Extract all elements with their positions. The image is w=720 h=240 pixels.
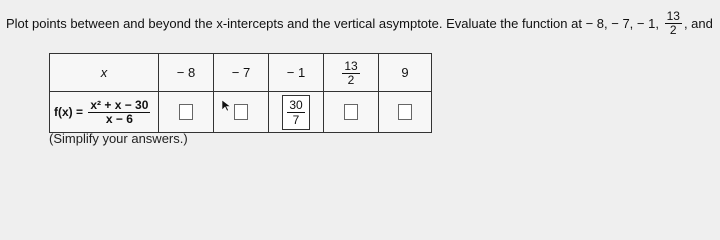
answer-input-2[interactable]	[234, 104, 248, 120]
instruction-main: Plot points between and beyond the x-intercepts and the vertical asymptote. Evaluate the function at	[6, 15, 582, 31]
x-value-4-numerator: 13	[344, 59, 358, 74]
answer-3-numerator: 30	[289, 97, 303, 112]
fx-numerator: x² + x − 30	[90, 97, 149, 112]
fx-fraction	[88, 99, 150, 125]
x-value-3: − 1	[269, 54, 324, 92]
answer-input-4[interactable]	[344, 104, 358, 120]
instruction-fraction	[665, 10, 682, 36]
instruction-values: − 8, − 7, − 1,	[585, 15, 659, 31]
fx-answer-cell-5	[379, 92, 432, 133]
x-value-4	[324, 54, 379, 92]
fx-answer-cell-1	[159, 92, 214, 133]
fx-denominator: x − 6	[105, 111, 133, 126]
x-row	[50, 54, 432, 92]
fx-formula	[50, 99, 158, 125]
answer-input-5[interactable]	[398, 104, 412, 120]
x-label: x	[50, 54, 159, 92]
answer-input-1[interactable]	[179, 104, 193, 120]
answer-3-denominator: 7	[292, 112, 300, 127]
x-value-4-denominator: 2	[347, 73, 355, 87]
fx-answer-cell-2	[214, 92, 269, 133]
mouse-cursor-icon	[222, 100, 232, 112]
x-value-2: − 7	[214, 54, 269, 92]
instruction-text	[6, 10, 713, 36]
function-table	[49, 53, 432, 133]
fx-answer-cell-3	[269, 92, 324, 133]
fx-label: f(x) =	[54, 105, 84, 119]
instruction-fraction-numerator: 13	[666, 9, 680, 23]
instruction-fraction-denominator: 2	[669, 22, 677, 37]
simplify-note: (Simplify your answers.)	[49, 131, 188, 146]
x-value-4-fraction	[342, 60, 359, 86]
fx-answer-cell-4	[324, 92, 379, 133]
fx-label-cell	[50, 92, 159, 133]
instruction-suffix: , and	[683, 15, 713, 31]
x-value-5: 9	[379, 54, 432, 92]
answer-fraction-3[interactable]	[282, 95, 309, 130]
fx-row	[50, 92, 432, 133]
x-value-1: − 8	[159, 54, 214, 92]
